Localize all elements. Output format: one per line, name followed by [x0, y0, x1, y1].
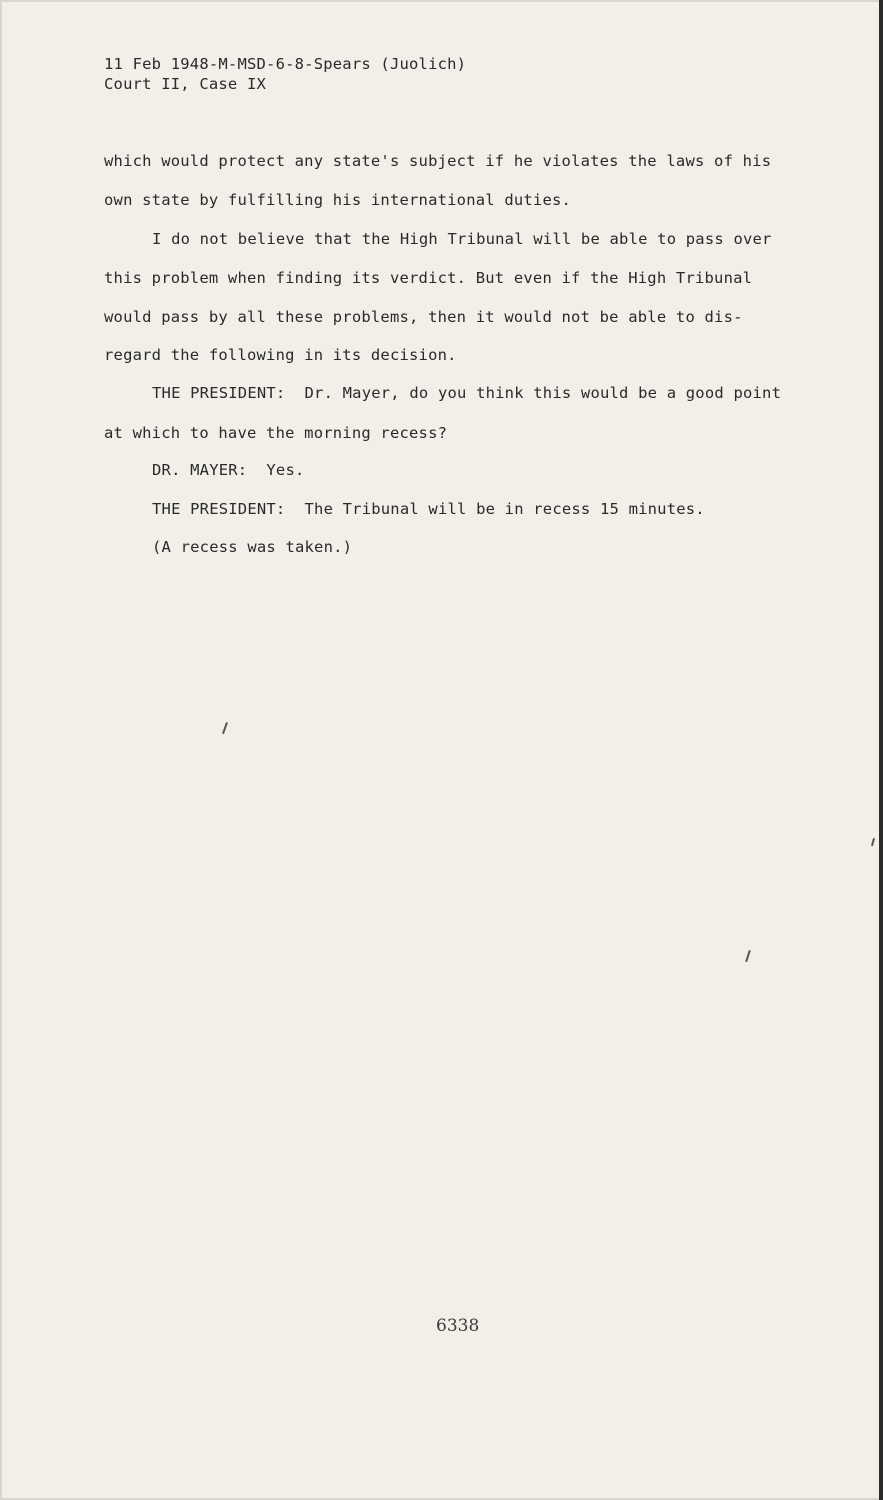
page-number: 6338	[436, 1316, 480, 1336]
body-line-4: this problem when finding its verdict. But even if the High Tribunal	[104, 269, 753, 287]
page-edge	[879, 0, 883, 1500]
body-line-7: THE PRESIDENT: Dr. Mayer, do you think this would be a good point	[152, 384, 782, 402]
body-line-8: at which to have the morning recess?	[104, 424, 448, 442]
body-line-1: which would protect any state's subject if he violates the laws of his	[104, 152, 772, 170]
stray-pencil-mark	[222, 722, 228, 734]
body-line-11: (A recess was taken.)	[152, 538, 353, 556]
body-line-5: would pass by all these problems, then it would not be able to dis-	[104, 308, 743, 326]
header-date-reference: 11 Feb 1948-M-MSD-6-8-Spears (Juolich)	[104, 55, 467, 73]
body-line-10: THE PRESIDENT: The Tribunal will be in recess 15 minutes.	[152, 500, 705, 518]
stray-pencil-mark	[871, 838, 875, 846]
header-court-case: Court II, Case IX	[104, 75, 267, 93]
body-line-3: I do not believe that the High Tribunal will be able to pass over	[152, 230, 772, 248]
body-line-6: regard the following in its decision.	[104, 346, 457, 364]
body-line-2: own state by fulfilling his international duties.	[104, 191, 572, 209]
body-line-9: DR. MAYER: Yes.	[152, 461, 305, 479]
stray-pencil-mark	[745, 950, 750, 962]
